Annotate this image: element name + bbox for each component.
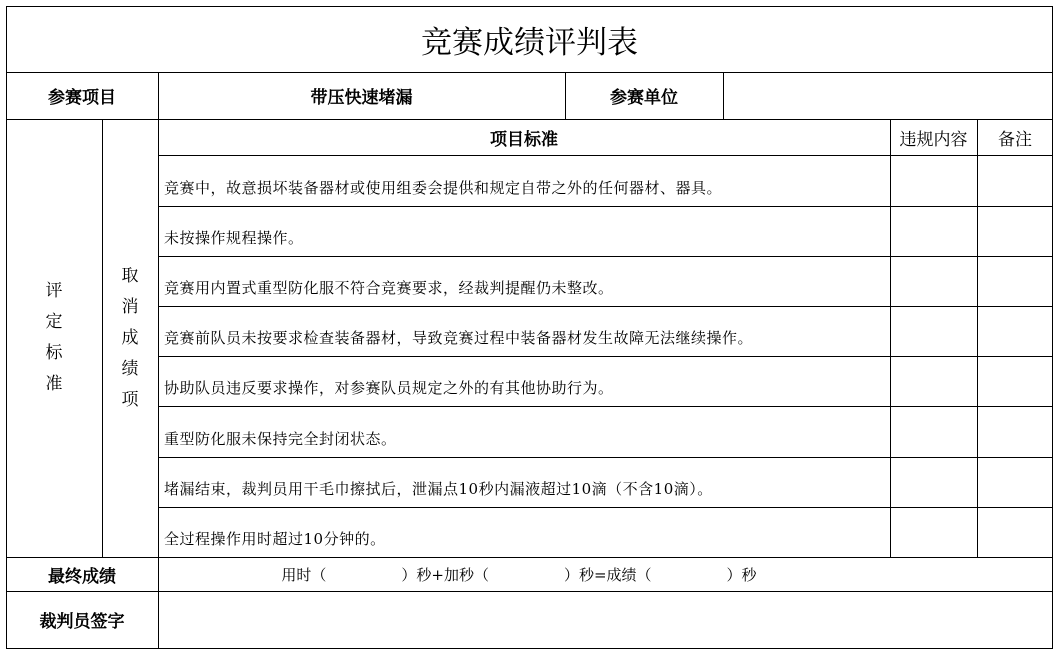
final-score-label: 最终成绩 — [48, 566, 116, 587]
rule-violation-col — [890, 119, 891, 557]
section-inner-char: 绩 — [121, 358, 139, 379]
violation-header: 违规内容 — [899, 129, 968, 150]
section-inner-char: 成 — [121, 327, 139, 348]
section-outer-char: 标 — [45, 343, 63, 363]
section-outer-char: 评 — [45, 281, 63, 301]
criteria-row-8: 全过程操作用时超过10分钟的。 — [164, 529, 386, 548]
criteria-row-5: 协助队员违反要求操作，对参赛队员规定之外的有其他协助行为。 — [164, 378, 614, 397]
section-inner-char: 项 — [121, 389, 139, 410]
criteria-row-3: 竞赛用内置式重型防化服不符合竞赛要求，经裁判提醒仍未整改。 — [164, 278, 614, 297]
rule-header-bottom — [158, 155, 1053, 156]
section-label-outer — [6, 119, 102, 557]
border-bottom — [6, 648, 1053, 649]
criteria-row-2: 未按操作规程操作。 — [164, 228, 304, 247]
form-title: 竞赛成绩评判表 — [421, 24, 638, 61]
criteria-header: 项目标准 — [490, 129, 558, 150]
criteria-row-7: 堵漏结束，裁判员用干毛巾擦拭后，泄漏点10秒内漏液超过10滴（不含10滴）。 — [164, 479, 713, 498]
referee-signature-label: 裁判员签字 — [39, 612, 125, 632]
section-inner-char: 取 — [121, 265, 139, 286]
section-label-inner — [102, 119, 158, 557]
rule-remarks-col — [977, 119, 978, 557]
section-inner-char: 消 — [121, 296, 139, 317]
unit-value-field[interactable] — [723, 72, 1053, 119]
criteria-row-1: 竞赛中，故意损坏装备器材或使用组委会提供和规定自带之外的任何器材、器具。 — [164, 178, 723, 197]
final-score-formula[interactable]: 用时（ ）秒+加秒（ ）秒=成绩（ ）秒 — [281, 565, 757, 584]
criteria-row-4: 竞赛前队员未按要求检查装备器材，导致竞赛过程中装备器材发生故障无法继续操作。 — [164, 328, 754, 347]
section-outer-char: 定 — [45, 312, 63, 332]
unit-label: 参赛单位 — [610, 88, 678, 108]
event-value: 带压快速堵漏 — [310, 88, 413, 108]
referee-signature-field[interactable] — [158, 591, 1053, 648]
remarks-header: 备注 — [998, 129, 1032, 150]
criteria-row-6: 重型防化服未保持完全封闭状态。 — [164, 429, 397, 448]
section-outer-char: 准 — [45, 374, 63, 394]
event-label: 参赛项目 — [48, 88, 116, 108]
